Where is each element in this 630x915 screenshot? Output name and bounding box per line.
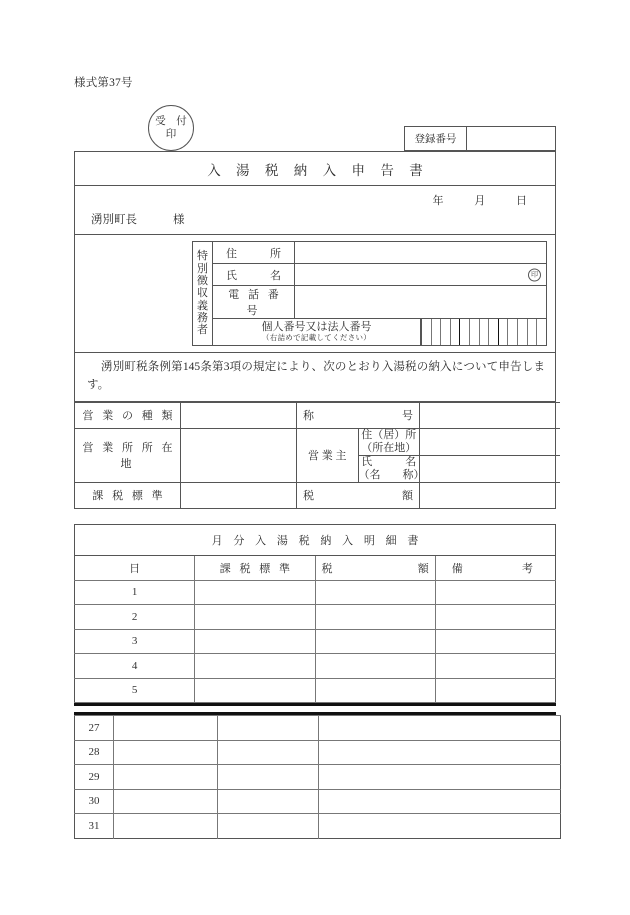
detail-row-tax-amount[interactable]	[218, 814, 319, 839]
detail-table-bottom	[74, 715, 561, 839]
obligor-vlabel-5: 務	[197, 311, 208, 324]
detail-col-tax-left: 税	[321, 562, 333, 575]
mynumber-cell-9[interactable]	[498, 319, 508, 345]
page-title: 入 湯 税 納 入 申 告 書	[207, 162, 429, 178]
statement-text: 湧別町税条例第145条第3項の規定により、次のとおり入湯税の納入について申告します。	[87, 361, 545, 391]
table-row	[75, 580, 556, 605]
detail-row-note[interactable]	[319, 765, 561, 790]
tax-amount-label: 税 額	[303, 490, 413, 502]
table-row	[75, 814, 561, 839]
detail-row-tax-base[interactable]	[195, 654, 315, 679]
detail-col-note-right: 考	[522, 562, 533, 575]
obligor-address-field[interactable]	[295, 242, 547, 264]
obligor-address-row	[193, 242, 547, 264]
mynumber-label-main: 個人番号又は法人番号	[261, 321, 372, 334]
reception-seal-line2: 印	[165, 129, 177, 140]
date-year-label[interactable]: 年	[432, 195, 444, 207]
detail-col-tax-right: 額	[417, 562, 429, 575]
detail-row-tax-amount[interactable]	[315, 605, 435, 630]
business-location-label: 営 業 所 所 在 地	[75, 428, 181, 482]
mynumber-cell-8[interactable]	[488, 319, 498, 345]
table-row	[75, 629, 556, 654]
detail-row-note[interactable]	[435, 580, 555, 605]
detail-row-tax-base[interactable]	[195, 605, 315, 630]
detail-row-note[interactable]	[319, 716, 561, 741]
obligor-vlabel-0: 特	[197, 250, 208, 263]
owner-name-label-line2: （名 称）	[358, 468, 425, 481]
detail-row-day: 30	[75, 789, 114, 814]
obligor-vlabel-4: 義	[197, 299, 208, 312]
mynumber-cell-10[interactable]	[507, 319, 517, 345]
tax-summary-row	[75, 482, 560, 508]
detail-row-day: 27	[75, 716, 114, 741]
table-row	[75, 678, 556, 703]
business-type-field[interactable]	[181, 402, 297, 428]
registration-number-field[interactable]	[467, 127, 555, 150]
obligor-phone-field[interactable]	[295, 286, 547, 319]
detail-row-tax-amount[interactable]	[218, 716, 319, 741]
business-table	[75, 402, 560, 508]
reception-seal-icon	[148, 105, 194, 151]
obligor-vlabel-1: 別	[197, 262, 208, 275]
detail-table-top	[74, 524, 556, 703]
detail-row-day: 3	[75, 629, 195, 654]
addressee-name: 湧別町長	[91, 214, 137, 226]
detail-row-day: 1	[75, 580, 195, 605]
detail-row-note[interactable]	[435, 605, 555, 630]
tax-base-field[interactable]	[181, 482, 297, 508]
detail-row-day: 29	[75, 765, 114, 790]
detail-row-tax-amount[interactable]	[218, 789, 319, 814]
table-row	[75, 605, 556, 630]
owner-name-label	[358, 455, 425, 482]
detail-col-tax-amount-inner	[316, 560, 435, 576]
owner-address-label-line1: 住（居）所	[361, 428, 417, 441]
obligor-name-row	[193, 264, 547, 286]
mynumber-cell-7[interactable]	[479, 319, 489, 345]
detail-row-tax-amount[interactable]	[315, 580, 435, 605]
detail-section-top	[74, 524, 556, 706]
title-row	[75, 152, 555, 186]
owner-address-label-line2: （所在地）	[361, 441, 417, 454]
detail-row-note[interactable]	[435, 678, 555, 703]
business-location-row-1	[75, 428, 560, 455]
mynumber-cell-4[interactable]	[450, 319, 460, 345]
obligor-phone-row	[193, 286, 547, 319]
detail-row-tax-base[interactable]	[114, 814, 218, 839]
detail-row-tax-amount[interactable]	[218, 740, 319, 765]
obligor-section	[75, 235, 555, 353]
obligor-mynumber-row	[193, 319, 547, 346]
obligor-vlabel-6: 者	[197, 324, 208, 337]
owner-label: 営 業 主	[297, 428, 359, 482]
mynumber-cell-1[interactable]	[421, 319, 431, 345]
detail-row-tax-base[interactable]	[114, 740, 218, 765]
statement-section	[75, 353, 555, 402]
detail-row-day: 5	[75, 678, 195, 703]
tax-base-label: 課 税 標 準	[75, 482, 181, 508]
table-row	[75, 765, 561, 790]
detail-row-note[interactable]	[319, 789, 561, 814]
detail-col-tax-base: 課 税 標 準	[195, 556, 315, 581]
detail-row-note[interactable]	[319, 740, 561, 765]
trade-name-field[interactable]	[420, 402, 561, 428]
table-row	[75, 654, 556, 679]
addressee-row	[75, 186, 555, 235]
detail-col-day: 日	[75, 556, 195, 581]
addressee-honorific: 様	[173, 214, 185, 226]
obligor-table	[192, 241, 547, 346]
detail-row-tax-base[interactable]	[195, 678, 315, 703]
detail-row-note[interactable]	[435, 629, 555, 654]
registration-number-label: 登録番号	[405, 127, 467, 150]
table-row	[75, 716, 561, 741]
detail-section-bottom	[74, 712, 556, 839]
detail-row-tax-base[interactable]	[114, 716, 218, 741]
date-month-label[interactable]: 月	[474, 195, 486, 207]
detail-row-tax-amount[interactable]	[218, 765, 319, 790]
date-line	[419, 192, 542, 208]
obligor-name-label: 氏 名	[213, 264, 295, 286]
tax-amount-label-cell	[297, 482, 420, 508]
detail-row-note[interactable]	[319, 814, 561, 839]
section-break-rule-top	[74, 703, 556, 706]
detail-row-tax-base[interactable]	[114, 789, 218, 814]
main-form-frame	[74, 151, 556, 509]
mynumber-cell-12[interactable]	[527, 319, 537, 345]
mynumber-grid	[421, 319, 546, 345]
obligor-phone-label: 電 話 番 号	[213, 286, 295, 319]
owner-address-field[interactable]	[420, 428, 561, 455]
detail-row-day: 2	[75, 605, 195, 630]
detail-col-note-left: 備	[451, 562, 463, 575]
trade-name-label-cell	[297, 402, 420, 428]
mynumber-cell-3[interactable]	[440, 319, 450, 345]
detail-header-row	[75, 556, 556, 581]
business-type-row	[75, 402, 560, 428]
form-code: 様式第37号	[74, 77, 133, 89]
mynumber-label-note: （右詰めで記載してください）	[261, 332, 372, 342]
mynumber-cell-2[interactable]	[431, 319, 441, 345]
tax-amount-field[interactable]	[420, 482, 561, 508]
detail-row-tax-amount[interactable]	[315, 678, 435, 703]
detail-col-note-inner	[436, 560, 555, 576]
detail-row-day: 28	[75, 740, 114, 765]
business-location-field[interactable]	[181, 428, 297, 482]
mynumber-cell-6[interactable]	[469, 319, 479, 345]
owner-name-label-line1: 氏 名	[361, 455, 417, 468]
detail-row-day: 4	[75, 654, 195, 679]
mynumber-cell-13[interactable]	[536, 319, 546, 345]
detail-col-tax-amount	[315, 556, 435, 581]
detail-row-tax-amount[interactable]	[315, 654, 435, 679]
obligor-address-label: 住 所	[213, 242, 295, 264]
detail-title-row	[75, 525, 556, 556]
detail-row-tax-base[interactable]	[195, 580, 315, 605]
obligor-vlabel-2: 徴	[197, 275, 208, 288]
mynumber-cells[interactable]	[421, 319, 547, 346]
trade-name-label: 称 号	[303, 410, 413, 423]
obligor-name-field[interactable]	[295, 264, 547, 286]
obligor-vlabel-3: 収	[197, 287, 208, 300]
detail-col-note	[435, 556, 555, 581]
obligor-vertical-label	[193, 242, 213, 346]
mynumber-label	[213, 319, 421, 346]
detail-title: 月 分 入 湯 税 納 入 明 細 書	[75, 525, 556, 556]
business-type-label: 営 業 の 種 類	[75, 402, 181, 428]
detail-row-tax-amount[interactable]	[315, 629, 435, 654]
detail-row-day: 31	[75, 814, 114, 839]
detail-row-note[interactable]	[435, 654, 555, 679]
table-row	[75, 740, 561, 765]
owner-address-label	[358, 428, 420, 455]
date-day-label[interactable]: 日	[516, 195, 527, 207]
addressee	[91, 211, 185, 227]
mynumber-cell-5[interactable]	[459, 319, 469, 345]
detail-row-tax-base[interactable]	[195, 629, 315, 654]
reception-seal-line1: 受 付	[155, 115, 191, 127]
mynumber-cell-11[interactable]	[517, 319, 527, 345]
table-row	[75, 789, 561, 814]
owner-name-field[interactable]	[420, 455, 561, 482]
detail-row-tax-base[interactable]	[114, 765, 218, 790]
seal-icon: 印	[528, 268, 541, 281]
registration-number-box	[404, 126, 556, 151]
